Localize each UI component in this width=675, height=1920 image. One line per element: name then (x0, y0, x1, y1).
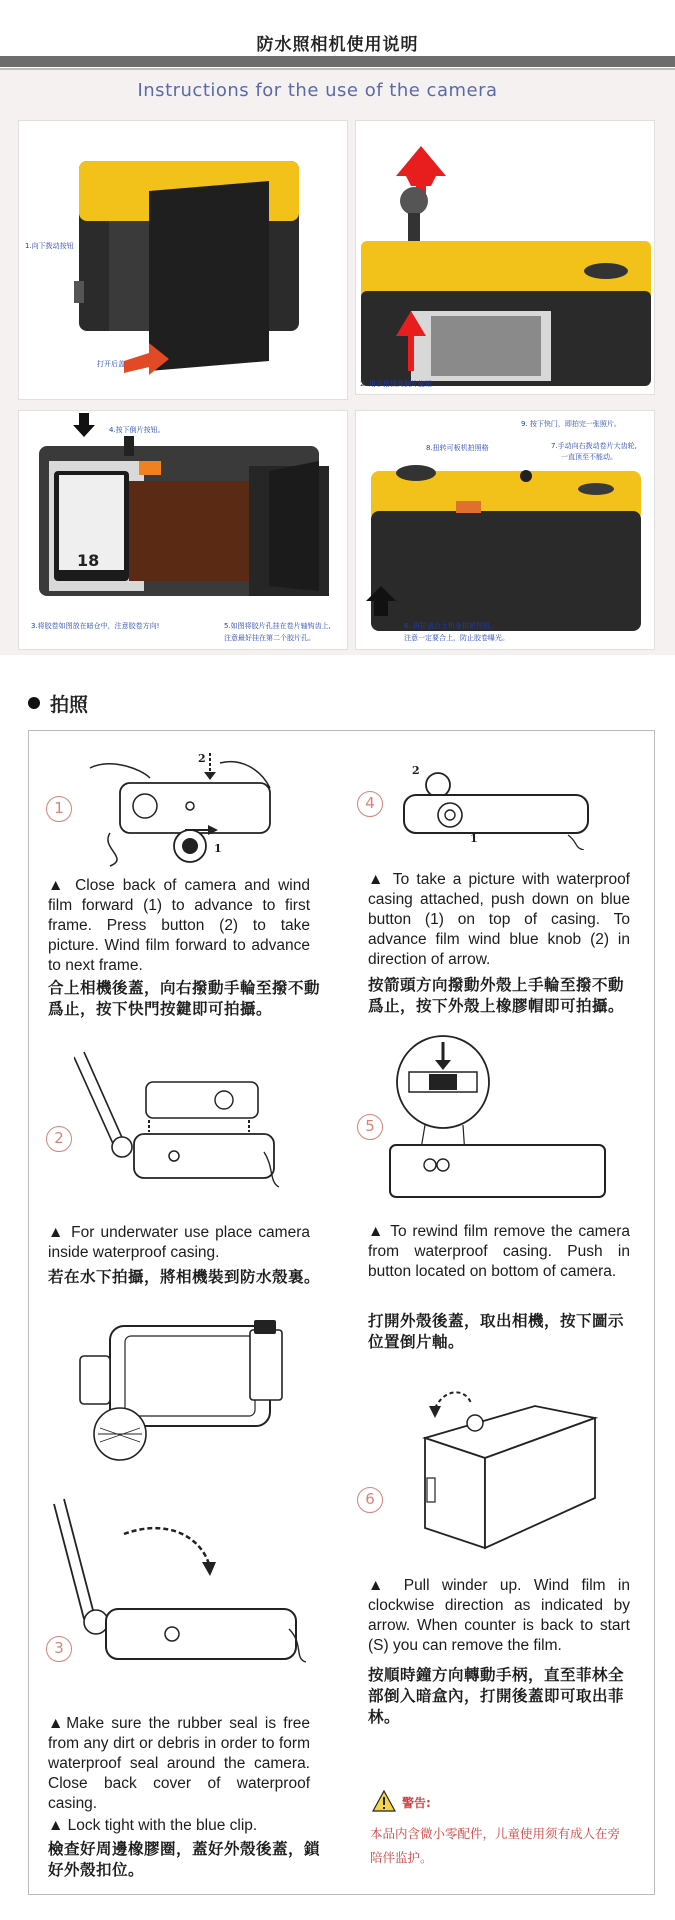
photo-open-back (18, 120, 348, 400)
step-3-diagram (44, 1494, 314, 1664)
photo-load-film (18, 410, 348, 650)
diagram-label: 1 (214, 842, 223, 855)
step-1-text-zh: 合上相機後蓋，向右撥動手輪至撥不動爲止，按下快門按鍵即可拍攝。 (48, 978, 321, 1018)
step-4-diagram (398, 760, 608, 850)
photo-raise-rewind (355, 120, 655, 395)
warning-text: 本品内含微小零配件，儿童使用须有成人在旁陪伴监护。 (370, 1826, 621, 1865)
photo-caption: 打开后盖 (97, 360, 125, 368)
photo-close-wind (355, 410, 655, 650)
step-2-text-zh: 若在水下拍攝，將相機裝到防水殼裏。 (48, 1267, 321, 1286)
step-4-text-zh: 按箭頭方向撥動外殼上手輪至撥不動爲止，按下外殼上橡膠帽即可拍攝。 (368, 975, 625, 1015)
step-number-6: 6 (357, 1487, 383, 1513)
step-number-5: 5 (357, 1114, 383, 1140)
photo-caption: 3.将胶卷如图放在暗仓中，注意胶卷方向! (31, 622, 160, 630)
step-6-text-zh: 按順時鐘方向轉動手柄，直至菲林全部倒入暗盒內，打開後蓋即可取出菲林。 (368, 1665, 625, 1726)
step-1-text-en: ▲ Close back of camera and wind film forward (1) to advance to first frame. Press button (2) to take picture. Wind film forward to advance to next frame. (48, 877, 310, 974)
diagram-label: 1 (470, 832, 479, 845)
page-subtitle: Instructions for the use of the camera (137, 80, 498, 101)
page-title: 防水照相机使用说明 (256, 35, 419, 55)
step-5-text-en: ▲ To rewind film remove the camera from waterproof casing. Push in button located on bottom of camera. (368, 1223, 630, 1280)
step-1-diagram (70, 748, 300, 868)
step-5-text-zh: 打開外殼後蓋，取出相機，按下圖示位置倒片軸。 (368, 1311, 625, 1351)
film-box-label: 18 (77, 551, 100, 570)
step-number-4: 4 (357, 791, 383, 817)
warning-title: 警告: (402, 1796, 431, 1810)
step-number-2: 2 (46, 1126, 72, 1152)
photo-caption: 2. 用手指顶高倒片旋钮 (360, 380, 432, 388)
photo-caption: 一直顶至不能动。 (561, 453, 617, 461)
photo-caption: 4.按下倒片按钮。 (109, 426, 165, 434)
photo-caption: 7.手动向右拨动卷片大齿轮, (551, 442, 637, 450)
step-number-1: 1 (46, 796, 72, 822)
photo-caption: 注意最好挂在第二个胶片孔。 (224, 634, 315, 642)
camera-open-back-image (19, 121, 348, 400)
photo-caption: 6. 再拉盖合上机身扣紧按钮, (404, 622, 493, 630)
section-heading (28, 690, 88, 717)
step-4-text-en: ▲ To take a picture with waterproof casing attached, push down on blue button (1) on top of casing. To advance film wind blue knob (2) in direction of arrow. (368, 871, 630, 968)
header-divider (0, 56, 675, 67)
step-3-text-en2: ▲ Lock tight with the blue clip. (48, 1817, 258, 1834)
diagram-label: 2 (198, 752, 207, 765)
warning-icon (372, 1790, 396, 1812)
photo-caption: 5.如图将胶片孔挂在卷片轴钩齿上, (224, 622, 331, 630)
waterproof-casing-diagram (70, 1316, 290, 1466)
camera-load-film-image (19, 411, 348, 650)
step-3-text-en: ▲Make sure the rubber seal is free from any dirt or debris in order to form waterproof seal around the camera. Close back cover of waterproof casing. (48, 1715, 310, 1812)
header-bar (0, 0, 675, 58)
step-3-text-zh: 檢查好周邊橡膠圈，蓋好外殼後蓋，鎖好外殼扣位。 (48, 1839, 321, 1879)
step-6-text-en: ▲ Pull winder up. Wind film in clockwise direction as indicated by arrow. When counter is back to start (S) you can remove the film. (368, 1577, 630, 1654)
photo-caption: 8.扭转可板机拍照格 (426, 444, 489, 452)
step-5-diagram (385, 1030, 610, 1200)
photo-caption: 9. 按下快门，即拍完一张照片。 (521, 420, 621, 428)
step-6-diagram (405, 1378, 605, 1568)
photo-caption: 1.向下拨动按钮 (25, 242, 74, 250)
step-2-text-en: ▲ For underwater use place camera inside waterproof casing. (48, 1224, 310, 1261)
step-2-diagram (74, 1042, 284, 1192)
section-title: 拍照 (50, 694, 89, 716)
camera-rewind-knob-image (356, 121, 655, 395)
bullet-icon (28, 697, 40, 709)
photo-caption: 注意一定要合上，防止胶卷曝光。 (404, 634, 509, 642)
diagram-label: 2 (412, 764, 421, 777)
step-number-3: 3 (46, 1636, 72, 1662)
